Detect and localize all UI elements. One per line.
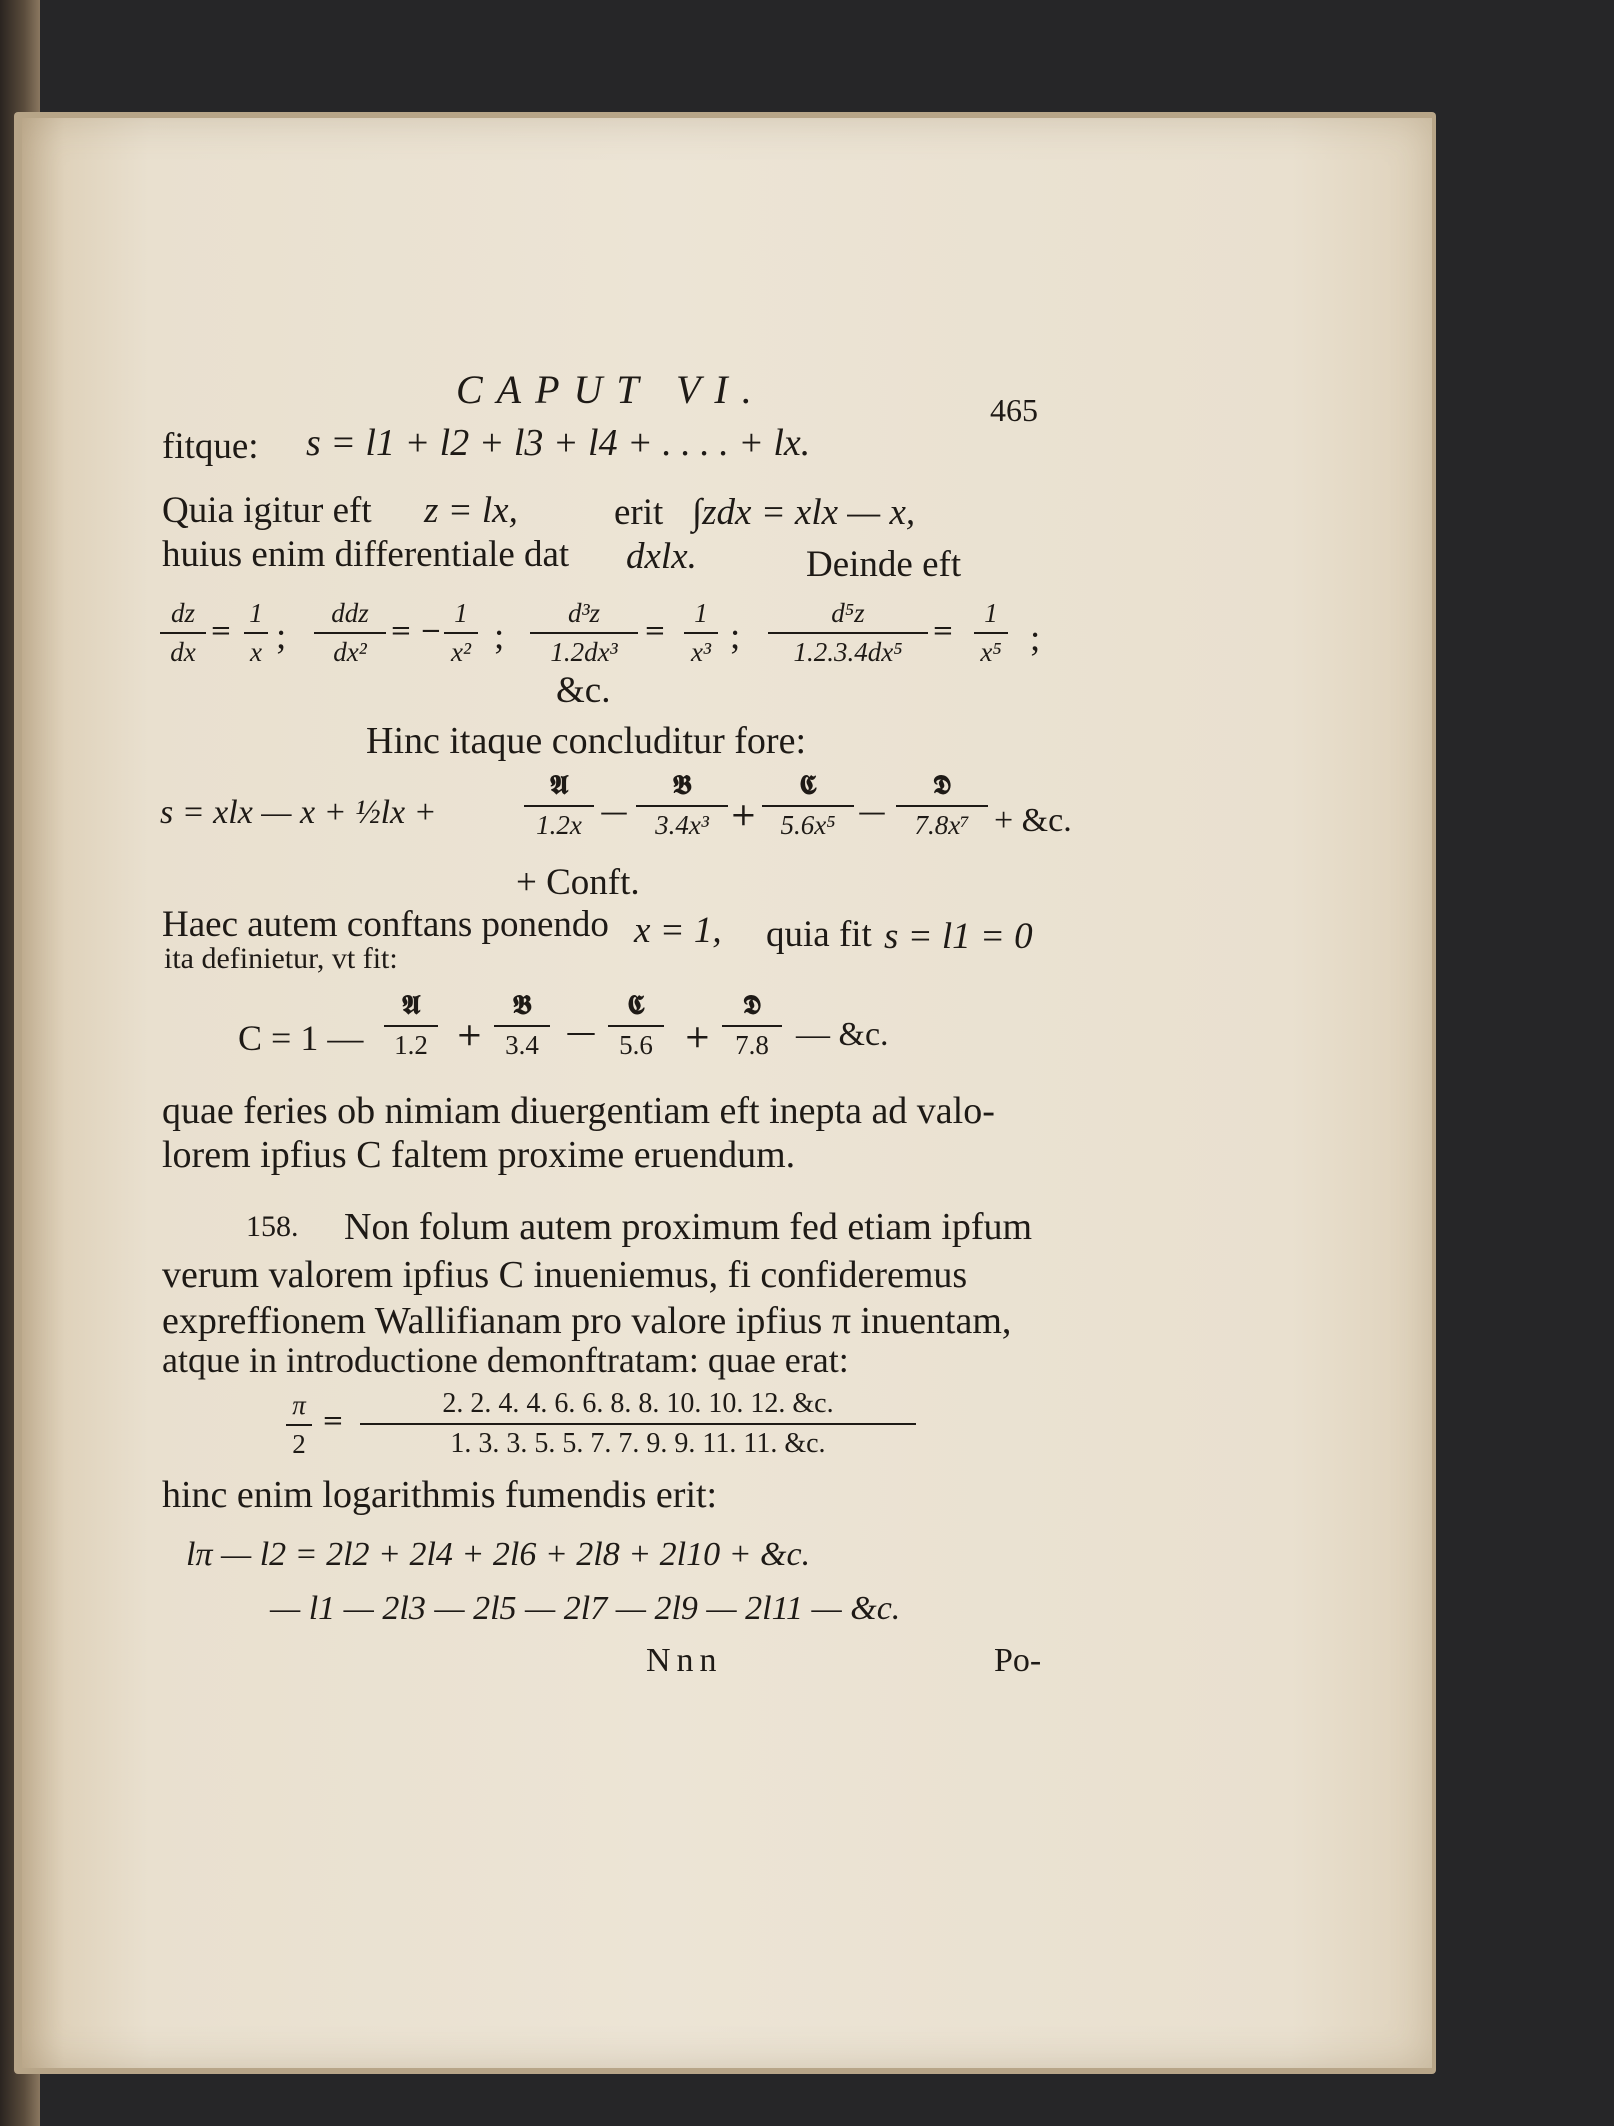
- numerator: 𝕮: [799, 770, 817, 801]
- fraction-bar: [384, 1025, 438, 1027]
- numerator: 1: [694, 598, 708, 628]
- fraction-bar: [314, 632, 386, 634]
- etc-1: &c.: [556, 670, 611, 711]
- constant-term: + Conft.: [516, 862, 640, 903]
- formula-x-1: x = 1,: [634, 910, 722, 951]
- log-line-2: — l1 — 2l3 — 2l5 — 2l7 — 2l9 — 2l11 — &c.: [270, 1590, 901, 1627]
- line-deinde: Deinde eft: [806, 544, 962, 585]
- fraction-1-x3: [684, 598, 718, 668]
- fraction-bar: [160, 632, 206, 634]
- semicolon: ;: [494, 616, 505, 657]
- fraction-wallis: [360, 1388, 916, 1460]
- fraction-bar: [608, 1025, 664, 1027]
- denominator: dx²: [333, 637, 367, 667]
- plus-sign: +: [684, 1017, 711, 1055]
- fraction-B: [636, 770, 728, 841]
- page-number: 465: [990, 392, 1038, 428]
- c-series-tail: — &c.: [796, 1016, 889, 1053]
- fraction-c-D: [722, 990, 782, 1061]
- denominator: 2: [292, 1429, 306, 1459]
- fraction-c-B: [494, 990, 550, 1061]
- fraction-bar: [444, 632, 478, 634]
- semicolon: ;: [1030, 618, 1041, 659]
- denominator: 1.2x: [536, 810, 582, 840]
- fraction-ddz-dx2: [314, 598, 386, 668]
- denominator: x: [250, 637, 262, 667]
- fraction-1-x5: [974, 598, 1008, 668]
- denominator: 1.2: [394, 1030, 428, 1060]
- line-haec-a: Haec autem conftans ponendo: [162, 904, 609, 945]
- fraction-1-x2: [444, 598, 478, 668]
- fraction-C: [762, 770, 854, 841]
- semicolon: ;: [276, 616, 287, 657]
- minus-sign: —: [858, 795, 886, 828]
- denominator: 7.8x⁷: [914, 810, 970, 840]
- formula-integral: ∫zdx = xlx — x,: [692, 492, 916, 533]
- line-fitque-label: fitque:: [162, 426, 259, 467]
- line-hinc: Hinc itaque concluditur fore:: [366, 720, 807, 762]
- plus-sign: +: [456, 1015, 483, 1053]
- para-158-line-2: verum valorem ipfius C inueniemus, fi confideremus: [162, 1254, 968, 1296]
- minus-sign: —: [600, 795, 628, 828]
- para-158-line-1: Non folum autem proximum fed etiam ipfum: [344, 1206, 1033, 1248]
- fraction-c-A: [384, 990, 438, 1061]
- fraction-d5z: [768, 598, 928, 668]
- numerator: 𝕬: [549, 770, 569, 801]
- para-158-line-3: expreffionem Wallifianam pro valore ipfius π inuentam,: [162, 1300, 1012, 1342]
- line-quia-a: Quia igitur eft: [162, 490, 372, 531]
- denominator: 5.6: [619, 1030, 653, 1060]
- catchword: Po-: [994, 1642, 1042, 1679]
- numerator: 𝕬: [401, 990, 421, 1021]
- numerator: dz: [170, 598, 195, 628]
- equals-sign: =: [644, 616, 666, 646]
- fraction-bar: [768, 632, 928, 634]
- denominator: 7.8: [735, 1030, 769, 1060]
- fraction-bar: [722, 1025, 782, 1027]
- fraction-1-x: [244, 598, 268, 668]
- denominator: 5.6x⁵: [780, 810, 836, 840]
- fraction-bar: [360, 1423, 916, 1425]
- denominator: dx: [170, 637, 196, 667]
- fraction-bar: [286, 1424, 312, 1426]
- line-quae-1: quae feries ob nimiam diuergentiam eft inepta ad valo-: [162, 1090, 995, 1132]
- fraction-A: [524, 770, 594, 841]
- minus-sign: —: [566, 1015, 596, 1050]
- denominator: x³: [690, 637, 712, 667]
- fraction-d3z: [530, 598, 638, 668]
- fraction-pi-2: [286, 1390, 312, 1460]
- denominator: 1.2.3.4dx⁵: [793, 637, 903, 667]
- series-tail: + &c.: [994, 802, 1072, 839]
- numerator: 2. 2. 4. 4. 6. 6. 8. 8. 10. 10. 12. &c.: [442, 1388, 834, 1419]
- formula-z-lx: z = lx,: [424, 490, 518, 531]
- denominator: 3.4x³: [655, 810, 709, 840]
- fraction-D: [896, 770, 988, 841]
- line-haec-quia: quia fit: [766, 914, 872, 955]
- line-quae-2: lorem ipfius C faltem proxime eruendum.: [162, 1134, 796, 1176]
- series-lead: s = xlx — x + ½lx +: [160, 794, 437, 831]
- equals-sign: =: [210, 616, 232, 646]
- semicolon: ;: [730, 616, 741, 657]
- section-number-158: 158.: [246, 1210, 299, 1243]
- numerator: 𝕮: [627, 990, 645, 1021]
- line-hinc-enim: hinc enim logarithmis fumendis erit:: [162, 1474, 718, 1516]
- formula-s-sum: s = l1 + l2 + l3 + l4 + . . . . + lx.: [306, 422, 811, 464]
- denominator: 1.2dx³: [550, 637, 618, 667]
- fraction-bar: [636, 805, 728, 807]
- fraction-bar: [494, 1025, 550, 1027]
- fraction-bar: [530, 632, 638, 634]
- numerator: π: [292, 1390, 306, 1420]
- log-line-1: lπ — l2 = 2l2 + 2l4 + 2l6 + 2l8 + 2l10 + &c.: [186, 1536, 811, 1573]
- numerator: 1: [454, 598, 468, 628]
- denominator: x²: [450, 637, 472, 667]
- fraction-bar: [684, 632, 718, 634]
- fraction-c-C: [608, 990, 664, 1061]
- numerator: d⁵z: [831, 598, 865, 628]
- fraction-bar: [762, 805, 854, 807]
- denominator: 3.4: [505, 1030, 539, 1060]
- running-title: CAPUT VI.: [456, 367, 766, 412]
- fraction-dz-dx: [160, 598, 206, 668]
- equals-sign: =: [322, 1406, 344, 1436]
- numerator: d³z: [567, 598, 601, 628]
- fraction-bar: [974, 632, 1008, 634]
- para-158-line-4: atque in introductione demonftratam: quae erat:: [162, 1340, 849, 1380]
- numerator: 𝕯: [933, 770, 951, 801]
- plus-sign: +: [730, 795, 757, 833]
- denominator: x⁵: [980, 637, 1002, 667]
- line-ita: ita definietur, vt fit:: [164, 942, 398, 975]
- c-series-lead: C = 1 —: [238, 1018, 364, 1058]
- formula-dxlx: dxlx.: [626, 536, 697, 577]
- line-huius: huius enim differentiale dat: [162, 534, 570, 575]
- denominator: 1. 3. 3. 5. 5. 7. 7. 9. 9. 11. 11. &c.: [450, 1428, 826, 1459]
- numerator: 1: [249, 598, 263, 628]
- numerator: 𝕯: [743, 990, 761, 1021]
- numerator: ddz: [331, 598, 369, 628]
- equals-minus-sign: = −: [390, 616, 442, 646]
- numerator: 𝕭: [512, 990, 532, 1021]
- numerator: 1: [984, 598, 998, 628]
- equals-sign: =: [932, 616, 954, 646]
- numerator: 𝕭: [672, 770, 692, 801]
- formula-s-l1-0: s = l1 = 0: [884, 916, 1033, 957]
- fraction-bar: [896, 805, 988, 807]
- fraction-bar: [524, 805, 594, 807]
- fraction-bar: [244, 632, 268, 634]
- line-quia-erit: erit: [614, 492, 664, 533]
- signature-mark: Nnn: [646, 1642, 723, 1679]
